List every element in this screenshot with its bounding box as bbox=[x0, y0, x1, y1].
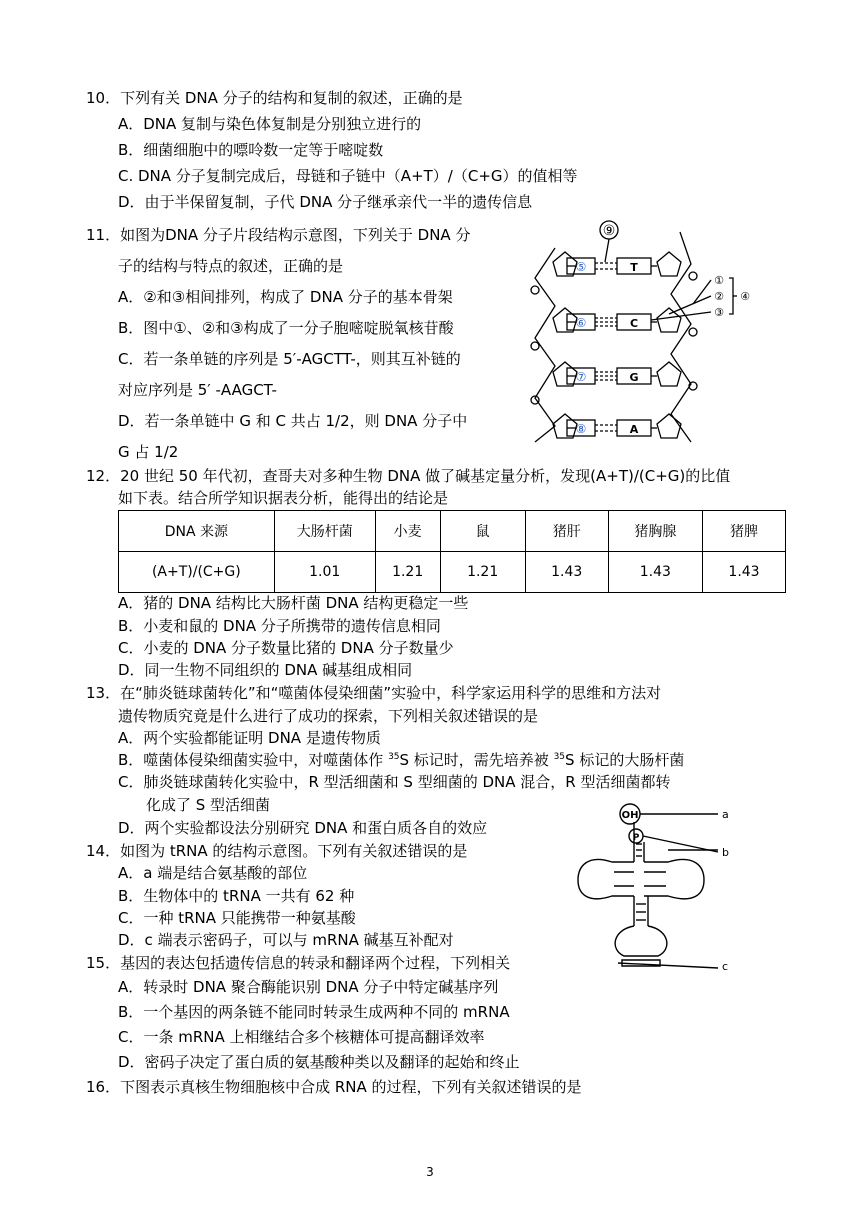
q10-option-b: B．细菌细胞中的嘌呤数一定等于嘧啶数 bbox=[118, 141, 384, 159]
table-cell: 小麦 bbox=[375, 511, 440, 552]
q12-option-d: D．同一生物不同组织的 DNA 碱基组成相同 bbox=[118, 661, 413, 679]
q16-stem: 16．下图表示真核生物细胞核中合成 RNA 的过程，下列有关叙述错误的是 bbox=[86, 1078, 582, 1096]
label-2: ② bbox=[714, 290, 724, 303]
dna-fragment-diagram bbox=[505, 220, 760, 445]
table-cell: 1.43 bbox=[525, 552, 608, 593]
q13-stem-cont: 遗传物质究竟是什么进行了成功的探索，下列相关叙述错误的是 bbox=[118, 707, 539, 725]
q14-option-c: C．一种 tRNA 只能携带一种氨基酸 bbox=[118, 909, 356, 927]
table-cell: 1.01 bbox=[274, 552, 375, 593]
table-row bbox=[119, 552, 786, 593]
q13-stem: 13．在“肺炎链球菌转化”和“噬菌体侵染细菌”实验中，科学家运用科学的思维和方法对 bbox=[86, 684, 662, 702]
q11-stem: 11．如图为DNA 分子片段结构示意图，下列关于 DNA 分 bbox=[86, 226, 471, 244]
base-a: A bbox=[629, 423, 639, 436]
q11-option-b: B．图中①、②和③构成了一分子胞嘧啶脱氧核苷酸 bbox=[118, 319, 454, 337]
table-cell: 1.43 bbox=[703, 552, 786, 593]
q11-stem-cont: 子的结构与特点的叙述，正确的是 bbox=[118, 257, 344, 275]
q14-stem: 14．如图为 tRNA 的结构示意图。下列有关叙述错误的是 bbox=[86, 842, 468, 860]
q13-option-c-cont: 化成了 S 型活细菌 bbox=[146, 796, 271, 814]
label-9: ⑨ bbox=[602, 223, 616, 239]
q11-option-d-cont: G 占 1/2 bbox=[118, 443, 179, 461]
oh-label: OH bbox=[621, 810, 639, 821]
table-cell: 猪脾 bbox=[703, 511, 786, 552]
label-8: ⑧ bbox=[575, 422, 587, 436]
label-3: ③ bbox=[714, 306, 724, 319]
q10-option-a: A．DNA 复制与染色体复制是分别独立进行的 bbox=[118, 115, 422, 133]
label-5: ⑤ bbox=[575, 260, 587, 274]
q14-option-a: A．a 端是结合氨基酸的部位 bbox=[118, 864, 308, 882]
q15-stem: 15．基因的表达包括遗传信息的转录和翻译两个过程，下列相关 bbox=[86, 954, 511, 972]
table-cell: 鼠 bbox=[440, 511, 525, 552]
label-a: a bbox=[722, 808, 729, 821]
label-7: ⑦ bbox=[575, 370, 587, 384]
q11-option-c-cont: 对应序列是 5′ -AAGCT- bbox=[118, 381, 277, 399]
q11-option-c: C．若一条单链的序列是 5′-AGCTT-，则其互补链的 bbox=[118, 350, 461, 368]
q11-option-a: A．②和③相间排列，构成了 DNA 分子的基本骨架 bbox=[118, 288, 453, 306]
q13-option-b: B．噬菌体侵染细菌实验中，对噬菌体作 $^{35}$S 标记时，需先培养被 $^{35}$S 标记的大肠杆菌 bbox=[118, 751, 685, 769]
label-1: ① bbox=[714, 274, 724, 287]
table-cell: 猪肝 bbox=[525, 511, 608, 552]
base-t: T bbox=[630, 261, 638, 274]
q15-option-b: B．一个基因的两条链不能同时转录生成两种不同的 mRNA bbox=[118, 1003, 510, 1021]
q15-option-c: C．一条 mRNA 上相继结合多个核糖体可提高翻译效率 bbox=[118, 1028, 485, 1046]
label-4: ④ bbox=[740, 290, 750, 303]
q12-stem-cont: 如下表。结合所学知识据表分析，能得出的结论是 bbox=[118, 489, 449, 507]
q10-option-d: D．由于半保留复制，子代 DNA 分子继承亲代一半的遗传信息 bbox=[118, 193, 533, 211]
base-c: C bbox=[629, 317, 639, 330]
table-cell: 猪胸腺 bbox=[608, 511, 702, 552]
q12-option-a: A．猪的 DNA 结构比大肠杆菌 DNA 结构更稳定一些 bbox=[118, 594, 469, 612]
table-cell: 1.21 bbox=[375, 552, 440, 593]
q12-option-c: C．小麦的 DNA 分子数量比猪的 DNA 分子数量少 bbox=[118, 639, 454, 657]
label-6: ⑥ bbox=[575, 316, 587, 330]
q14-option-b: B．生物体中的 tRNA 一共有 62 种 bbox=[118, 887, 355, 905]
q15-option-a: A．转录时 DNA 聚合酶能识别 DNA 分子中特定碱基序列 bbox=[118, 978, 499, 996]
q12-table bbox=[118, 510, 786, 593]
q13-option-a: A．两个实验都能证明 DNA 是遗传物质 bbox=[118, 729, 381, 747]
q10-option-c: C. DNA 分子复制完成后，母链和子链中（A+T）/（C+G）的值相等 bbox=[118, 167, 578, 185]
label-c: c bbox=[722, 960, 729, 972]
table-cell: 1.21 bbox=[440, 552, 525, 593]
q14-option-d: D．c 端表示密码子，可以与 mRNA 碱基互补配对 bbox=[118, 931, 454, 949]
label-b: b bbox=[722, 846, 729, 859]
q12-option-b: B．小麦和鼠的 DNA 分子所携带的遗传信息相同 bbox=[118, 617, 441, 635]
q10-stem: 10．下列有关 DNA 分子的结构和复制的叙述，正确的是 bbox=[86, 89, 463, 107]
q15-option-d: D．密码子决定了蛋白质的氨基酸种类以及翻译的起始和终止 bbox=[118, 1053, 520, 1071]
table-cell: (A+T)/(C+G) bbox=[119, 552, 275, 593]
q13-option-c: C．肺炎链球菌转化实验中，R 型活细菌和 S 型细菌的 DNA 混合，R 型活细菌都转 bbox=[118, 773, 671, 791]
table-cell: DNA 来源 bbox=[119, 511, 275, 552]
page-number: 3 bbox=[426, 1165, 434, 1179]
table-cell: 1.43 bbox=[608, 552, 702, 593]
p-label: P bbox=[632, 833, 640, 843]
trna-diagram bbox=[568, 800, 738, 972]
table-cell: 大肠杆菌 bbox=[274, 511, 375, 552]
q11-option-d: D．若一条单链中 G 和 C 共占 1/2，则 DNA 分子中 bbox=[118, 412, 468, 430]
q13-option-d: D．两个实验都设法分别研究 DNA 和蛋白质各自的效应 bbox=[118, 819, 488, 837]
base-g: G bbox=[629, 371, 639, 384]
q12-stem: 12．20 世纪 50 年代初，查哥夫对多种生物 DNA 做了碱基定量分析，发现(A+T)/(C+G)的比值 bbox=[86, 467, 731, 485]
table-header-row bbox=[119, 511, 786, 552]
